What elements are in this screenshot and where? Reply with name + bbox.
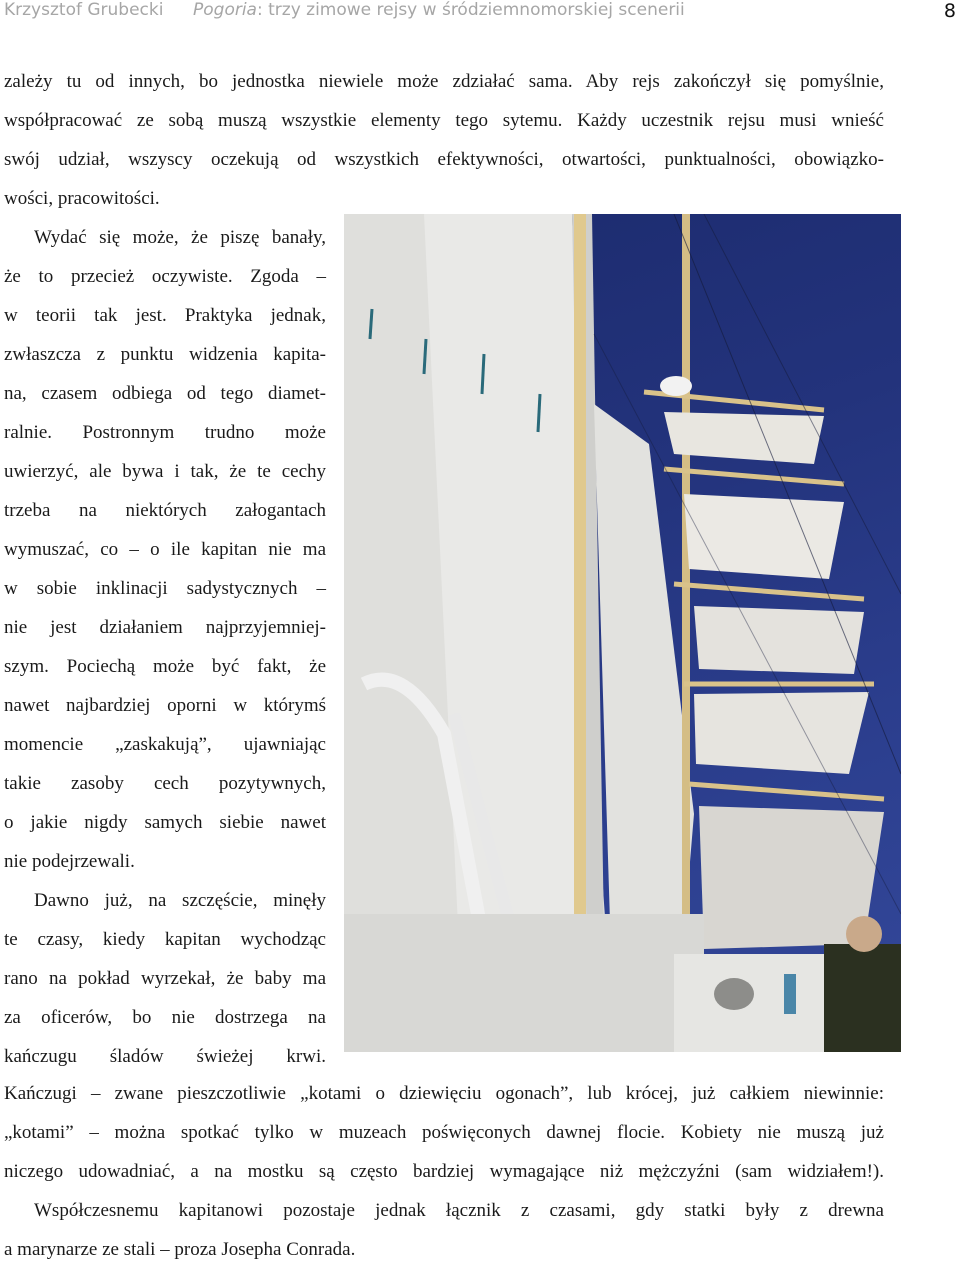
text-line: wymuszać, co – o ile kapitan nie ma <box>4 539 326 560</box>
square-sail <box>684 494 844 579</box>
text-line: że to przecież oczywiste. Zgoda – <box>4 266 326 287</box>
text-line: takie zasoby cech pozytywnych, <box>4 773 326 794</box>
text-line: współpracować ze sobą muszą wszystkie elementy tego sytemu. Każdy uczestnik rejsu musi wnieść <box>4 110 884 131</box>
text-line: momencie „zaskakują”, ujawniając <box>4 734 326 755</box>
text-line: o jakie nigdy samych siebie nawet <box>4 812 326 833</box>
text-line: zwłaszcza z punktu widzenia kapita- <box>4 344 326 365</box>
sail-mark <box>482 354 484 394</box>
rigging-line <box>674 214 901 774</box>
foremast <box>574 214 586 914</box>
sail-mark <box>370 309 372 339</box>
text-line: rano na pokład wyrzekał, że baby ma <box>4 968 326 989</box>
yard <box>674 584 864 599</box>
text-line: w sobie inklinacji sadystycznych – <box>4 578 326 599</box>
text-line: nie jest działaniem najprzyjemniej- <box>4 617 326 638</box>
radar-dome <box>660 376 692 396</box>
sailing-ship-illustration <box>344 214 901 1052</box>
page-header <box>0 0 960 28</box>
text-line: te czasy, kiedy kapitan wychodząc <box>4 929 326 950</box>
text-line: niczego udowadniać, a na mostku są często bardziej wymagające niż mężczyźni (sam widziałem!). <box>4 1161 884 1182</box>
header-title <box>193 0 685 20</box>
page-number: 8 <box>943 0 956 22</box>
sailing-ship-photo <box>344 214 901 1052</box>
deckhouse <box>344 914 704 1052</box>
text-line: w teorii tak jest. Praktyka jednak, <box>4 305 326 326</box>
header-author: Krzysztof Grubecki <box>4 0 164 20</box>
text-line: na, czasem odbiega od tego diamet- <box>4 383 326 404</box>
extinguisher <box>784 974 796 1014</box>
text-line: zależy tu od innych, bo jednostka niewiele może zdziałać sama. Aby rejs zakończył się pomyślnie, <box>4 71 884 92</box>
text-line: Wydać się może, że piszę banały, <box>34 227 326 248</box>
text-line: Współczesnemu kapitanowi pozostaje jednak łącznik z czasami, gdy statki były z drewna <box>34 1200 884 1221</box>
sail-mark <box>424 339 426 374</box>
vent <box>714 978 754 1010</box>
text-line: a marynarze ze stali – proza Josepha Conrada. <box>4 1239 356 1260</box>
text-line: uwierzyć, ale bywa i tak, że te cechy <box>4 461 326 482</box>
text-line: trzeba na niektórych załogantach <box>4 500 326 521</box>
text-line: nie podejrzewali. <box>4 851 135 872</box>
text-line: wości, pracowitości. <box>4 188 160 209</box>
yard <box>664 469 844 484</box>
header-title-rest: : trzy zimowe rejsy w śródziemnomorskiej scenerii <box>256 0 685 20</box>
deck-structure <box>674 954 844 1052</box>
header-ship-name: Pogoria <box>193 0 257 20</box>
text-line: Dawno już, na szczęście, minęły <box>34 890 326 911</box>
yard <box>689 784 884 799</box>
text-line: „kotami” – można spotkać tylko w muzeach poświęconych dawnej flocie. Kobiety nie muszą już <box>4 1122 884 1143</box>
square-sail <box>694 692 869 774</box>
square-sail <box>694 606 864 674</box>
person-head <box>846 916 882 952</box>
text-line: szym. Pociechą może być fakt, że <box>4 656 326 677</box>
sail-mark <box>538 394 540 432</box>
person-figure <box>824 944 901 1052</box>
text-line: Kańczugi – zwane pieszczotliwie „kotami o dziewięciu ogonach”, lub krócej, już całkiem niewinnie: <box>4 1083 884 1104</box>
text-line: ralnie. Postronnym trudno może <box>4 422 326 443</box>
text-line: kańczugu śladów świeżej krwi. <box>4 1046 326 1067</box>
text-line: swój udział, wszyscy oczekują od wszystkich efektywności, otwartości, punktualności, obowiązko- <box>4 149 884 170</box>
text-line: za oficerów, bo nie dostrzega na <box>4 1007 326 1028</box>
text-line: nawet najbardziej oporni w którymś <box>4 695 326 716</box>
